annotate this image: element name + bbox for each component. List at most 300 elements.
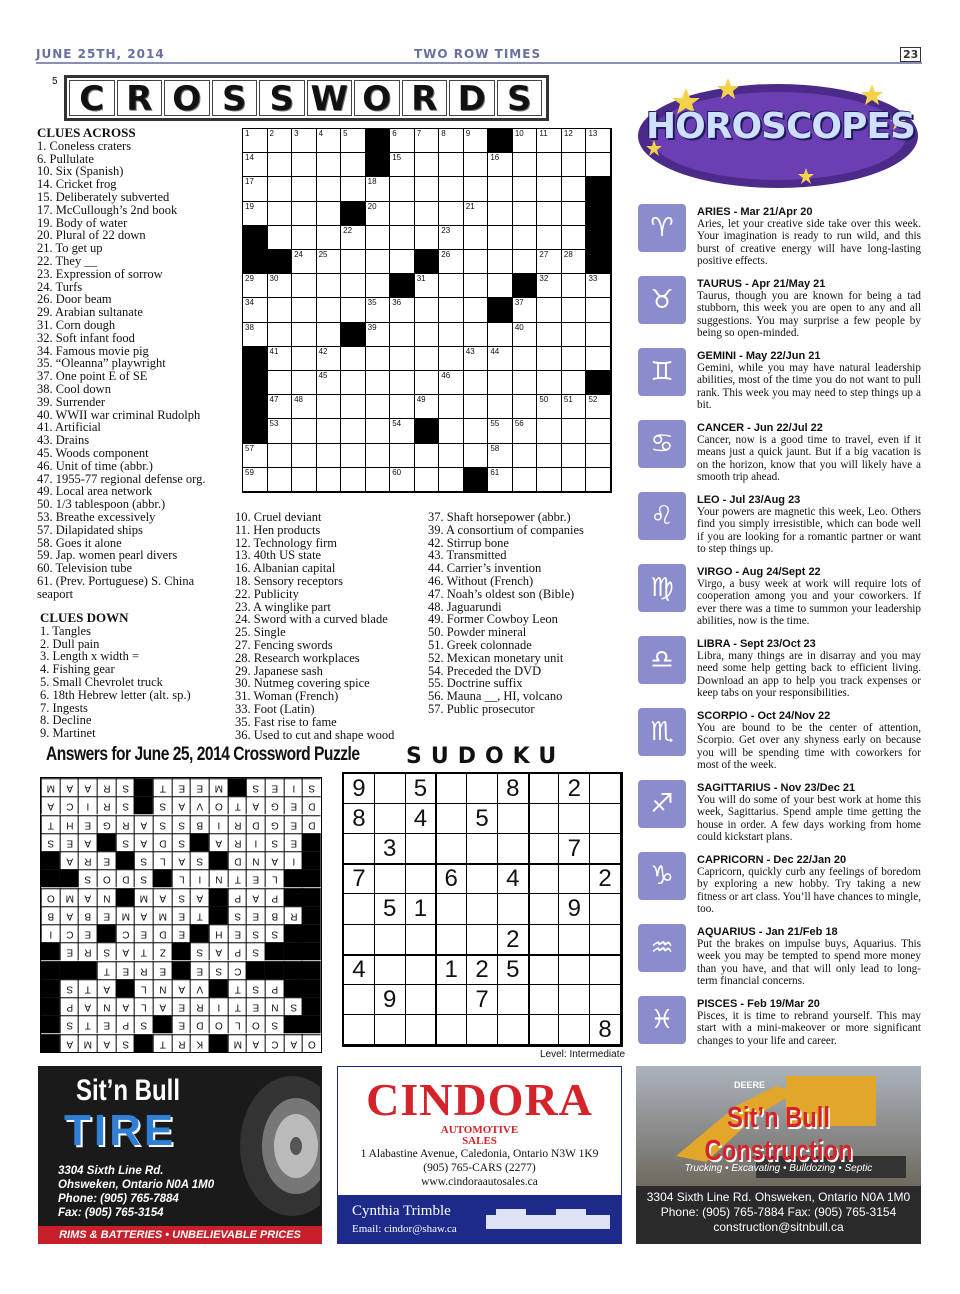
crossword-cell[interactable] [537, 226, 562, 250]
sudoku-cell[interactable]: 7 [559, 834, 590, 864]
sudoku-cell[interactable] [467, 774, 498, 804]
crossword-cell[interactable] [586, 298, 611, 322]
crossword-cell[interactable] [439, 395, 464, 419]
crossword-cell[interactable]: 58 [488, 444, 513, 468]
crossword-cell[interactable] [439, 153, 464, 177]
crossword-cell[interactable] [537, 323, 562, 347]
crossword-cell[interactable] [439, 323, 464, 347]
answer-black-cell [41, 851, 60, 869]
sudoku-cell[interactable]: 4 [498, 864, 529, 894]
crossword-cell[interactable]: 61 [488, 468, 513, 492]
crossword-cell[interactable] [415, 226, 440, 250]
crossword-cell[interactable] [317, 444, 342, 468]
sudoku-cell[interactable] [467, 834, 498, 864]
crossword-cell[interactable] [317, 419, 342, 443]
crossword-cell[interactable] [366, 371, 391, 395]
crossword-cell[interactable]: 16 [488, 153, 513, 177]
crossword-cell[interactable]: 24 [292, 250, 317, 274]
crossword-cell[interactable]: 53 [268, 419, 293, 443]
crossword-cell[interactable] [317, 323, 342, 347]
crossword-cell[interactable] [341, 371, 366, 395]
crossword-cell[interactable]: 59 [243, 468, 268, 492]
crossword-cell[interactable]: 45 [317, 371, 342, 395]
sudoku-cell[interactable] [529, 804, 560, 834]
sudoku-cell[interactable]: 5 [467, 804, 498, 834]
answer-black-cell [41, 961, 60, 979]
crossword-cell[interactable] [537, 371, 562, 395]
crossword-cell[interactable]: 41 [268, 347, 293, 371]
crossword-cell[interactable]: 42 [317, 347, 342, 371]
crossword-cell[interactable]: 22 [341, 226, 366, 250]
answer-cell: A [153, 997, 172, 1015]
crossword-cell[interactable] [513, 202, 538, 226]
crossword-cell[interactable] [317, 395, 342, 419]
crossword-cell[interactable]: 48 [292, 395, 317, 419]
crossword-cell[interactable] [513, 371, 538, 395]
crossword-cell[interactable] [439, 419, 464, 443]
sudoku-cell[interactable] [559, 864, 590, 894]
crossword-cell[interactable]: 52 [586, 395, 611, 419]
crossword-cell[interactable]: 6 [390, 129, 415, 153]
crossword-cell[interactable] [415, 371, 440, 395]
crossword-cell[interactable] [292, 202, 317, 226]
crossword-cell[interactable] [390, 371, 415, 395]
crossword-cell[interactable] [537, 347, 562, 371]
crossword-cell[interactable] [268, 177, 293, 201]
crossword-cell[interactable]: 49 [415, 395, 440, 419]
sudoku-cell[interactable] [590, 804, 621, 834]
crossword-cell[interactable]: 43 [464, 347, 489, 371]
crossword-cell[interactable]: 25 [317, 250, 342, 274]
sudoku-cell[interactable] [559, 955, 590, 985]
sudoku-cell[interactable] [467, 894, 498, 924]
crossword-cell[interactable] [415, 323, 440, 347]
sudoku-cell[interactable] [529, 1015, 560, 1045]
horoscope-sign-title: LIBRA - Sept 23/Oct 23 [697, 638, 816, 650]
crossword-cell[interactable] [562, 153, 587, 177]
answer-black-cell [41, 869, 60, 887]
sudoku-cell[interactable]: 5 [406, 774, 437, 804]
sudoku-cell[interactable] [436, 834, 467, 864]
crossword-cell[interactable] [562, 468, 587, 492]
crossword-cell[interactable] [415, 468, 440, 492]
answer-cell: N [97, 997, 116, 1015]
crossword-cell[interactable]: 54 [390, 419, 415, 443]
crossword-cell[interactable] [390, 177, 415, 201]
horoscope-sign-title: LEO - Jul 23/Aug 23 [697, 494, 801, 506]
sudoku-cell[interactable]: 5 [498, 955, 529, 985]
sudoku-cell[interactable] [406, 864, 437, 894]
sudoku-cell[interactable] [498, 1015, 529, 1045]
crossword-cell[interactable] [439, 202, 464, 226]
sudoku-cell[interactable]: 9 [559, 894, 590, 924]
crossword-cell[interactable] [464, 371, 489, 395]
crossword-cell[interactable] [390, 395, 415, 419]
sudoku-cell[interactable] [436, 894, 467, 924]
crossword-cell[interactable]: 23 [439, 226, 464, 250]
crossword-cell[interactable] [268, 371, 293, 395]
sudoku-cell[interactable] [406, 925, 437, 955]
crossword-cell[interactable] [537, 298, 562, 322]
crossword-cell[interactable]: 37 [513, 298, 538, 322]
crossword-cell[interactable]: 4 [317, 129, 342, 153]
crossword-cell[interactable] [341, 153, 366, 177]
crossword-cell[interactable] [586, 444, 611, 468]
crossword-cell[interactable]: 39 [366, 323, 391, 347]
crossword-cell[interactable] [268, 202, 293, 226]
sudoku-cell[interactable] [406, 1015, 437, 1045]
sudoku-cell[interactable] [436, 985, 467, 1015]
crossword-cell[interactable] [292, 274, 317, 298]
sudoku-cell[interactable] [375, 774, 406, 804]
crossword-cell[interactable] [537, 468, 562, 492]
crossword-cell[interactable] [488, 202, 513, 226]
crossword-cell[interactable] [268, 226, 293, 250]
crossword-cell[interactable] [464, 250, 489, 274]
crossword-cell[interactable]: 20 [366, 202, 391, 226]
crossword-cell[interactable] [415, 153, 440, 177]
crossword-cell[interactable] [341, 298, 366, 322]
sudoku-cell[interactable]: 7 [344, 864, 375, 894]
crossword-cell[interactable]: 13 [586, 129, 611, 153]
crossword-cell[interactable] [488, 226, 513, 250]
crossword-cell[interactable] [317, 177, 342, 201]
crossword-cell[interactable] [488, 371, 513, 395]
sudoku-cell[interactable]: 1 [406, 894, 437, 924]
crossword-cell[interactable] [562, 323, 587, 347]
sudoku-cell[interactable] [529, 925, 560, 955]
crossword-cell[interactable]: 9 [464, 129, 489, 153]
crossword-cell[interactable]: 46 [439, 371, 464, 395]
sudoku-cell[interactable] [467, 1015, 498, 1045]
black-cell [464, 468, 489, 492]
crossword-cell[interactable]: 17 [243, 177, 268, 201]
sudoku-cell[interactable] [467, 864, 498, 894]
sudoku-cell[interactable] [590, 894, 621, 924]
crossword-cell[interactable] [562, 347, 587, 371]
sudoku-cell[interactable] [529, 834, 560, 864]
crossword-cell[interactable] [366, 250, 391, 274]
crossword-cell[interactable]: 21 [464, 202, 489, 226]
crossword-cell[interactable] [415, 177, 440, 201]
crossword-cell[interactable] [464, 274, 489, 298]
sudoku-cell[interactable] [590, 955, 621, 985]
crossword-cell[interactable] [341, 250, 366, 274]
crossword-cell[interactable]: 14 [243, 153, 268, 177]
sudoku-cell[interactable] [375, 925, 406, 955]
crossword-cell[interactable] [464, 323, 489, 347]
sudoku-cell[interactable] [559, 1015, 590, 1045]
sudoku-cell[interactable] [467, 925, 498, 955]
crossword-cell[interactable]: 40 [513, 323, 538, 347]
crossword-cell[interactable] [292, 468, 317, 492]
crossword-cell[interactable] [341, 395, 366, 419]
crossword-cell[interactable]: 36 [390, 298, 415, 322]
crossword-cell[interactable]: 51 [562, 395, 587, 419]
crossword-cell[interactable] [586, 323, 611, 347]
sudoku-cell[interactable] [436, 1015, 467, 1045]
sudoku-cell[interactable]: 6 [436, 864, 467, 894]
crossword-cell[interactable]: 34 [243, 298, 268, 322]
crossword-cell[interactable]: 35 [366, 298, 391, 322]
crossword-cell[interactable] [464, 419, 489, 443]
crossword-cell[interactable] [341, 274, 366, 298]
crossword-cell[interactable]: 44 [488, 347, 513, 371]
crossword-cell[interactable] [562, 177, 587, 201]
answer-cell: A [134, 906, 153, 924]
crossword-cell[interactable] [464, 444, 489, 468]
crossword-cell[interactable] [415, 202, 440, 226]
sudoku-cell[interactable] [498, 894, 529, 924]
crossword-cell[interactable] [562, 419, 587, 443]
crossword-cell[interactable] [464, 395, 489, 419]
crossword-cell[interactable] [292, 371, 317, 395]
crossword-cell[interactable] [317, 298, 342, 322]
crossword-cell[interactable]: 47 [268, 395, 293, 419]
crossword-cell[interactable] [317, 274, 342, 298]
crossword-cell[interactable] [513, 395, 538, 419]
crossword-cell[interactable] [439, 274, 464, 298]
sudoku-cell[interactable]: 2 [498, 925, 529, 955]
sudoku-cell[interactable]: 2 [467, 955, 498, 985]
crossword-cell[interactable] [513, 347, 538, 371]
crossword-cell[interactable] [390, 226, 415, 250]
crossword-cell[interactable] [586, 468, 611, 492]
crossword-cell[interactable] [586, 153, 611, 177]
sudoku-cell[interactable]: 4 [406, 804, 437, 834]
answer-black-cell [41, 1015, 60, 1033]
crossword-cell[interactable] [292, 347, 317, 371]
crossword-cell[interactable] [488, 250, 513, 274]
crossword-cell[interactable] [366, 226, 391, 250]
crossword-cell[interactable]: 33 [586, 274, 611, 298]
crossword-cell[interactable] [366, 395, 391, 419]
crossword-cell[interactable] [464, 153, 489, 177]
crossword-cell[interactable] [537, 444, 562, 468]
crossword-cell[interactable]: 8 [439, 129, 464, 153]
crossword-cell[interactable] [537, 419, 562, 443]
crossword-cell[interactable] [341, 444, 366, 468]
crossword-cell[interactable]: 50 [537, 395, 562, 419]
crossword-cell[interactable] [317, 226, 342, 250]
sudoku-cell[interactable] [436, 804, 467, 834]
sudoku-cell[interactable] [375, 955, 406, 985]
crossword-cell[interactable] [366, 274, 391, 298]
sudoku-cell[interactable]: 9 [344, 774, 375, 804]
crossword-cell[interactable] [292, 153, 317, 177]
crossword-cell[interactable] [268, 298, 293, 322]
sudoku-cell[interactable] [406, 985, 437, 1015]
crossword-cell[interactable]: 55 [488, 419, 513, 443]
crossword-cell[interactable] [268, 153, 293, 177]
sudoku-cell[interactable] [344, 1015, 375, 1045]
crossword-cell[interactable] [390, 250, 415, 274]
sudoku-cell[interactable]: 2 [559, 774, 590, 804]
crossword-cell[interactable]: 19 [243, 202, 268, 226]
crossword-cell[interactable] [341, 347, 366, 371]
crossword-cell[interactable] [537, 177, 562, 201]
crossword-cell[interactable]: 32 [537, 274, 562, 298]
crossword-cell[interactable]: 10 [513, 129, 538, 153]
sudoku-cell[interactable] [529, 774, 560, 804]
answer-cell: E [78, 815, 97, 833]
crossword-cell[interactable]: 56 [513, 419, 538, 443]
crossword-cell[interactable]: 12 [562, 129, 587, 153]
crossword-cell[interactable]: 60 [390, 468, 415, 492]
crossword-cell[interactable] [366, 419, 391, 443]
crossword-cell[interactable]: 28 [562, 250, 587, 274]
sudoku-cell[interactable] [590, 985, 621, 1015]
crossword-cell[interactable]: 1 [243, 129, 268, 153]
crossword-cell[interactable]: 30 [268, 274, 293, 298]
crossword-cell[interactable] [292, 323, 317, 347]
crossword-cell[interactable] [268, 468, 293, 492]
crossword-cell[interactable] [513, 177, 538, 201]
crossword-cell[interactable] [562, 202, 587, 226]
sudoku-cell[interactable] [344, 894, 375, 924]
crossword-cell[interactable] [366, 444, 391, 468]
sudoku-cell[interactable] [406, 834, 437, 864]
crossword-cell[interactable] [415, 444, 440, 468]
crossword-cell[interactable]: 3 [292, 129, 317, 153]
sudoku-cell[interactable] [344, 985, 375, 1015]
crossword-cell[interactable] [292, 226, 317, 250]
crossword-cell[interactable]: 31 [415, 274, 440, 298]
sudoku-cell[interactable]: 8 [590, 1015, 621, 1045]
sudoku-cell[interactable]: 1 [436, 955, 467, 985]
crossword-cell[interactable]: 7 [415, 129, 440, 153]
crossword-cell[interactable] [390, 202, 415, 226]
crossword-cell[interactable] [513, 468, 538, 492]
sudoku-cell[interactable]: 2 [590, 864, 621, 894]
crossword-cell[interactable] [464, 177, 489, 201]
sudoku-cell[interactable]: 8 [344, 804, 375, 834]
sudoku-cell[interactable] [529, 864, 560, 894]
crossword-cell[interactable] [562, 298, 587, 322]
crossword-cell[interactable] [268, 323, 293, 347]
crossword-cell[interactable] [513, 444, 538, 468]
deere-brand: DEERE [734, 1080, 766, 1090]
crossword-cell[interactable] [439, 347, 464, 371]
crossword-cell[interactable] [439, 444, 464, 468]
answer-black-cell [302, 851, 321, 869]
crossword-cell[interactable]: 26 [439, 250, 464, 274]
sudoku-cell[interactable] [498, 985, 529, 1015]
sudoku-cell[interactable] [375, 1015, 406, 1045]
crossword-cell[interactable] [513, 226, 538, 250]
crossword-cell[interactable] [317, 468, 342, 492]
sudoku-cell[interactable] [590, 834, 621, 864]
crossword-cell[interactable] [513, 250, 538, 274]
crossword-cell[interactable]: 11 [537, 129, 562, 153]
sudoku-cell[interactable] [436, 774, 467, 804]
answer-cell: A [97, 979, 116, 997]
crossword-cell[interactable] [439, 298, 464, 322]
sudoku-cell[interactable] [375, 864, 406, 894]
crossword-cell[interactable] [537, 202, 562, 226]
crossword-cell[interactable] [488, 323, 513, 347]
crossword-cell[interactable] [292, 177, 317, 201]
crossword-cell[interactable] [562, 226, 587, 250]
crossword-cell[interactable]: 29 [243, 274, 268, 298]
sudoku-cell[interactable] [406, 955, 437, 985]
crossword-cell[interactable] [488, 177, 513, 201]
answer-black-cell [134, 778, 153, 796]
crossword-cell[interactable] [390, 323, 415, 347]
crossword-cell[interactable] [537, 153, 562, 177]
crossword-cell[interactable] [317, 202, 342, 226]
sudoku-cell[interactable] [344, 925, 375, 955]
sudoku-cell[interactable] [498, 834, 529, 864]
sudoku-cell[interactable] [590, 925, 621, 955]
crossword-cell[interactable] [390, 444, 415, 468]
crossword-cell[interactable]: 2 [268, 129, 293, 153]
sudoku-cell[interactable] [375, 804, 406, 834]
crossword-cell[interactable] [488, 274, 513, 298]
sudoku-cell[interactable]: 3 [375, 834, 406, 864]
sudoku-cell[interactable]: 7 [467, 985, 498, 1015]
crossword-cell[interactable] [562, 371, 587, 395]
crossword-cell[interactable] [268, 444, 293, 468]
crossword-cell[interactable]: 38 [243, 323, 268, 347]
crossword-cell[interactable] [439, 468, 464, 492]
sudoku-cell[interactable] [436, 925, 467, 955]
sudoku-cell[interactable]: 8 [498, 774, 529, 804]
crossword-cell[interactable] [292, 444, 317, 468]
crossword-cell[interactable] [464, 226, 489, 250]
sudoku-cell[interactable] [559, 804, 590, 834]
crossword-cell[interactable] [586, 419, 611, 443]
crossword-cell[interactable]: 5 [341, 129, 366, 153]
sudoku-cell[interactable] [529, 894, 560, 924]
crossword-cell[interactable] [513, 153, 538, 177]
crossword-cell[interactable] [464, 298, 489, 322]
crossword-cell[interactable]: 27 [537, 250, 562, 274]
sudoku-cell[interactable] [590, 774, 621, 804]
crossword-cell[interactable] [390, 347, 415, 371]
crossword-cell[interactable] [586, 347, 611, 371]
crossword-cell[interactable] [341, 419, 366, 443]
crossword-cell[interactable] [562, 444, 587, 468]
sudoku-cell[interactable] [344, 834, 375, 864]
sudoku-cell[interactable] [559, 925, 590, 955]
crossword-cell[interactable] [415, 347, 440, 371]
sudoku-cell[interactable]: 5 [375, 894, 406, 924]
crossword-cell[interactable] [341, 468, 366, 492]
crossword-cell[interactable]: 15 [390, 153, 415, 177]
crossword-cell[interactable]: 57 [243, 444, 268, 468]
crossword-cell[interactable]: 18 [366, 177, 391, 201]
sudoku-cell[interactable]: 9 [375, 985, 406, 1015]
crossword-cell[interactable] [292, 419, 317, 443]
answer-black-cell [209, 888, 228, 906]
sudoku-cell[interactable] [498, 804, 529, 834]
crossword-cell[interactable] [317, 153, 342, 177]
sudoku-cell[interactable]: 4 [344, 955, 375, 985]
crossword-cell[interactable] [488, 395, 513, 419]
horoscope-sign-title: SCORPIO - Oct 24/Nov 22 [697, 710, 831, 722]
sudoku-cell[interactable] [529, 955, 560, 985]
crossword-cell[interactable] [366, 347, 391, 371]
crossword-cell[interactable] [562, 274, 587, 298]
sudoku-cell[interactable] [559, 985, 590, 1015]
crossword-cell[interactable] [366, 468, 391, 492]
crossword-cell[interactable] [341, 177, 366, 201]
sudoku-cell[interactable] [529, 985, 560, 1015]
crossword-cell[interactable] [292, 298, 317, 322]
crossword-cell[interactable] [439, 177, 464, 201]
crossword-cell[interactable] [415, 298, 440, 322]
